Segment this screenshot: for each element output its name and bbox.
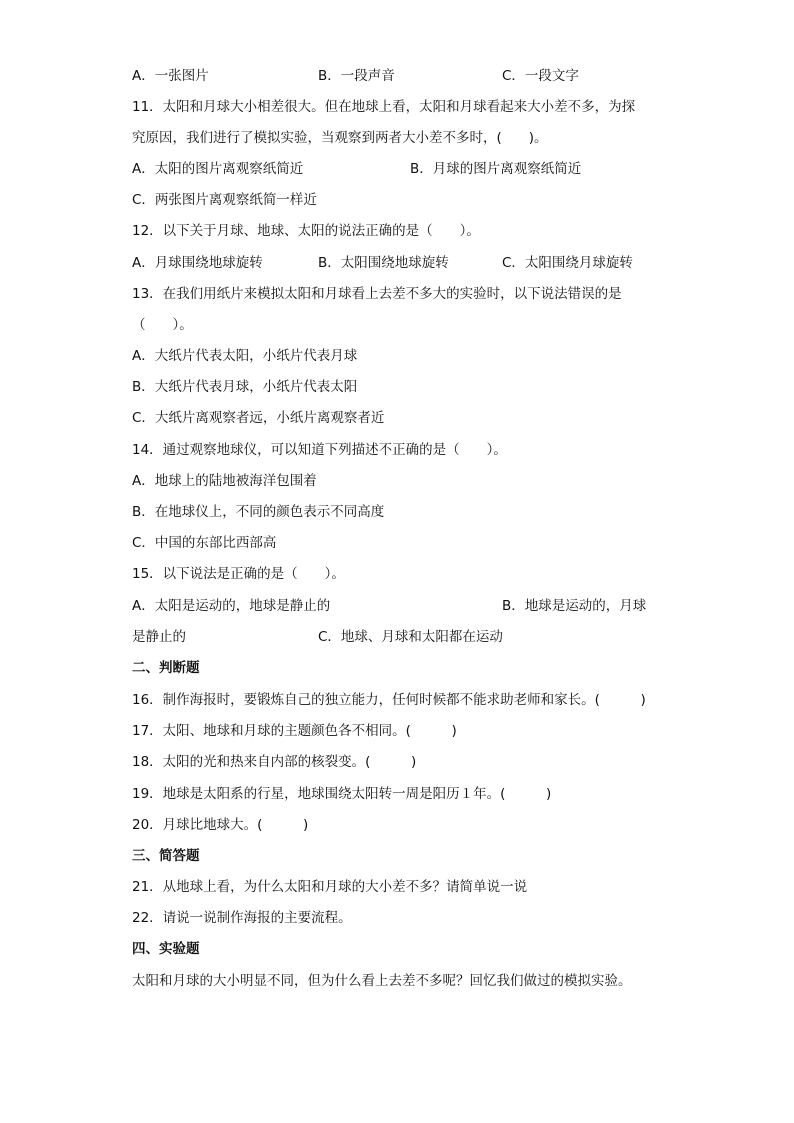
q22-question: 22．请说一说制作海报的主要流程。: [132, 910, 352, 926]
section-heading-judgement: 二、判断题: [132, 660, 200, 676]
q15-stem: 15．以下说法是正确的是（ ）。: [132, 566, 345, 582]
q11-stem-line2: 究原因，我们进行了模拟实验，当观察到两者大小差不多时，( )。: [132, 130, 548, 146]
q15-option-a: A．太阳是运动的，地球是静止的: [132, 598, 331, 614]
q15-option-b-part2: 是静止的: [132, 629, 186, 645]
section-heading-experiment: 四、实验题: [132, 941, 200, 957]
q12-option-b: B．太阳围绕地球旋转: [318, 255, 449, 271]
q12-stem: 12．以下关于月球、地球、太阳的说法正确的是（ ）。: [132, 223, 480, 239]
q12-option-a: A．月球围绕地球旋转: [132, 255, 263, 271]
q14-stem: 14．通过观察地球仪，可以知道下列描述不正确的是（ ）。: [132, 442, 507, 458]
q15-option-b-part1: B．地球是运动的，月球: [502, 598, 647, 614]
q10-option-b: B．一段声音: [318, 68, 395, 84]
experiment-prompt: 太阳和月球的大小明显不同，但为什么看上去差不多呢？回忆我们做过的模拟实验。: [132, 973, 632, 989]
q11-stem-line1: 11．太阳和月球大小相差很大。但在地球上看，太阳和月球看起来大小差不多，为探: [132, 99, 636, 115]
q16-statement: 16．制作海报时，要锻炼自己的独立能力，任何时候都不能求助老师和家长。( ): [132, 692, 646, 708]
q10-option-c: C．一段文字: [502, 68, 579, 84]
q13-stem-line2: （ ）。: [132, 317, 193, 333]
q14-option-c: C．中国的东部比西部高: [132, 535, 277, 551]
q20-statement: 20．月球比地球大。( ): [132, 817, 309, 833]
q21-question: 21．从地球上看，为什么太阳和月球的大小差不多？请简单说一说: [132, 879, 528, 895]
q19-statement: 19．地球是太阳系的行星，地球围绕太阳转一周是阳历１年。( ): [132, 786, 552, 802]
q18-statement: 18．太阳的光和热来自内部的核裂变。( ): [132, 754, 417, 770]
q11-option-a: A．太阳的图片离观察纸简近: [132, 161, 304, 177]
q14-option-a: A．地球上的陆地被海洋包围着: [132, 473, 317, 489]
q10-option-a: A．一张图片: [132, 68, 209, 84]
q12-option-c: C．太阳围绕月球旋转: [502, 255, 633, 271]
q14-option-b: B．在地球仪上，不同的颜色表示不同高度: [132, 504, 385, 520]
q15-option-c: C．地球、月球和太阳都在运动: [318, 629, 503, 645]
section-heading-short-answer: 三、简答题: [132, 848, 200, 864]
q17-statement: 17．太阳、地球和月球的主题颜色各不相同。( ): [132, 723, 457, 739]
q13-option-c: C．大纸片离观察者远，小纸片离观察者近: [132, 410, 385, 426]
q11-option-b: B．月球的图片离观察纸简近: [410, 161, 582, 177]
q13-stem-line1: 13．在我们用纸片来模拟太阳和月球看上去差不多大的实验时，以下说法错误的是: [132, 286, 622, 302]
q11-option-c: C．两张图片离观察纸简一样近: [132, 192, 317, 208]
q13-option-a: A．大纸片代表太阳，小纸片代表月球: [132, 348, 358, 364]
q13-option-b: B．大纸片代表月球，小纸片代表太阳: [132, 379, 358, 395]
